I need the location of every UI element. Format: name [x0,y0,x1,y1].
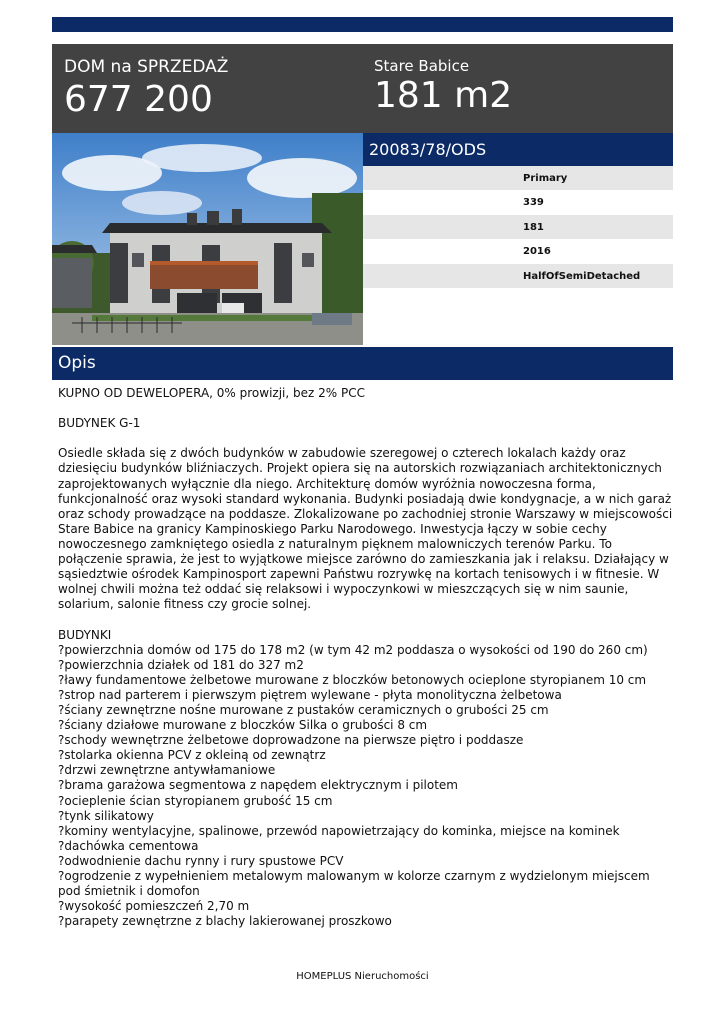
top-accent-bar [52,17,673,32]
property-row [363,264,673,288]
feature-item: ?stolarka okienna PCV z okleiną od zewnątrz [58,748,326,763]
description-paragraph: Osiedle składa się z dwóch budynków w zabudowie szeregowej o czterech lokalach każdy oraz dziesięciu budynków bliźniaczych. Projekt opiera się na autorskich rozwiązaniach architektonicznych zaprojektowanych wyłącznie dla niego. Architekturę domów wyróżnia nowoczesna forma, funkcjonalność oraz wysoki standard wykonania. Budynki posiadają dwie kondygnacje, a w nich garaż oraz schody prowadzące na poddasze. Zlokalizowane po zachodniej stronie Warszawy w miejscowości Stare Babice na granicy Kampinoskiego Parku Narodowego. Inwestycja łączy w sobie cechy nowoczesnego zamkniętego osiedla z naturalnym pięknem malowniczych terenów Parku. To połączenie sprawia, że jest to wyjątkowe miejsce zarówno do zamieszkania jak i relaksu. Działający w sąsiedztwie ośrodek Kampinosport zapewni Państwu rozrywkę na kortach tenisowych i w fitnesie. W wolnej chwili można też oddać się relaksowi i wypoczynkowi w mieszczących się w nim saunie, solarium, salonie fitness czy grocie solnej. [58,446,673,612]
header-right [374,56,512,116]
description-intro: KUPNO OD DEWELOPERA, 0% prowizji, bez 2% PCC [58,386,365,400]
feature-item: ?ogrodzenie z wypełnieniem metalowym malowanym w kolorze czarnym z wydzielonym miejscem pod śmietnik i domofon [58,869,650,899]
features-list-title: BUDYNKI [58,627,112,642]
feature-item: ?drzwi zewnętrzne antywłamaniowe [58,763,276,778]
reference-bar [363,133,673,166]
feature-item: ?strop nad parterem i pierwszym piętrem wylewane - płyta monolityczna żelbetowa [58,687,562,702]
property-row [363,190,673,214]
property-value: 181 [523,221,544,233]
building-label: BUDYNEK G-1 [58,416,141,431]
property-photo [52,133,363,345]
property-value: HalfOfSemiDetached [523,270,641,282]
feature-item: ?odwodnienie dachu rynny i rury spustowe PCV [58,853,344,868]
listing-price: 677 200 [64,79,213,120]
property-value: 339 [523,197,544,209]
property-row [363,215,673,239]
feature-item: ?tynk silikatowy [58,808,154,823]
footer-agency-name: HOMEPLUS Nieruchomości [296,971,429,982]
feature-item: ?ławy fundamentowe żelbetowe murowane z bloczków betonowych ocieplone styropianem 10 cm [58,672,647,687]
feature-item: ?brama garażowa segmentowa z napędem elektrycznym i pilotem [58,778,458,793]
listing-area: 181 m2 [374,75,513,116]
reference-number: 20083/78/ODS [369,140,487,159]
listing-type: DOM na SPRZEDAŻ [64,57,229,77]
property-photo-illustration [52,133,363,345]
feature-item: ?powierzchnia działek od 181 do 327 m2 [58,657,304,672]
property-row [363,239,673,263]
feature-item: ?ściany działowe murowane z bloczków Silka o grubości 8 cm [58,718,428,733]
feature-item: ?ocieplenie ścian styropianem grubość 15 cm [58,793,333,808]
feature-item: ?kominy wentylacyjne, spalinowe, przewód napowietrzający do kominka, miejsce na kominek [58,823,620,838]
feature-item: ?dachówka cementowa [58,838,199,853]
header-left [64,56,228,122]
feature-item: ?parapety zewnętrzne z blachy lakierowanej proszkowo [58,914,392,929]
feature-item: ?powierzchnia domów od 175 do 178 m2 (w tym 42 m2 poddasza o wysokości od 190 do 260 cm) [58,642,648,657]
feature-item: ?wysokość pomieszczeń 2,70 m [58,899,250,914]
feature-item: ?schody wewnętrzne żelbetowe doprowadzone na pierwsze piętro i poddasze [58,733,524,748]
property-row [363,166,673,190]
property-details-table [363,166,673,288]
description-section-bar [52,347,673,380]
listing-header [52,44,673,133]
feature-item: ?ściany zewnętrzne nośne murowane z pustaków ceramicznych o grubości 25 cm [58,702,549,717]
property-value: Primary [523,173,568,184]
description-section-title: Opis [58,353,96,373]
description-body [58,386,673,929]
property-value: 2016 [523,246,551,258]
listing-city: Stare Babice [374,57,470,75]
